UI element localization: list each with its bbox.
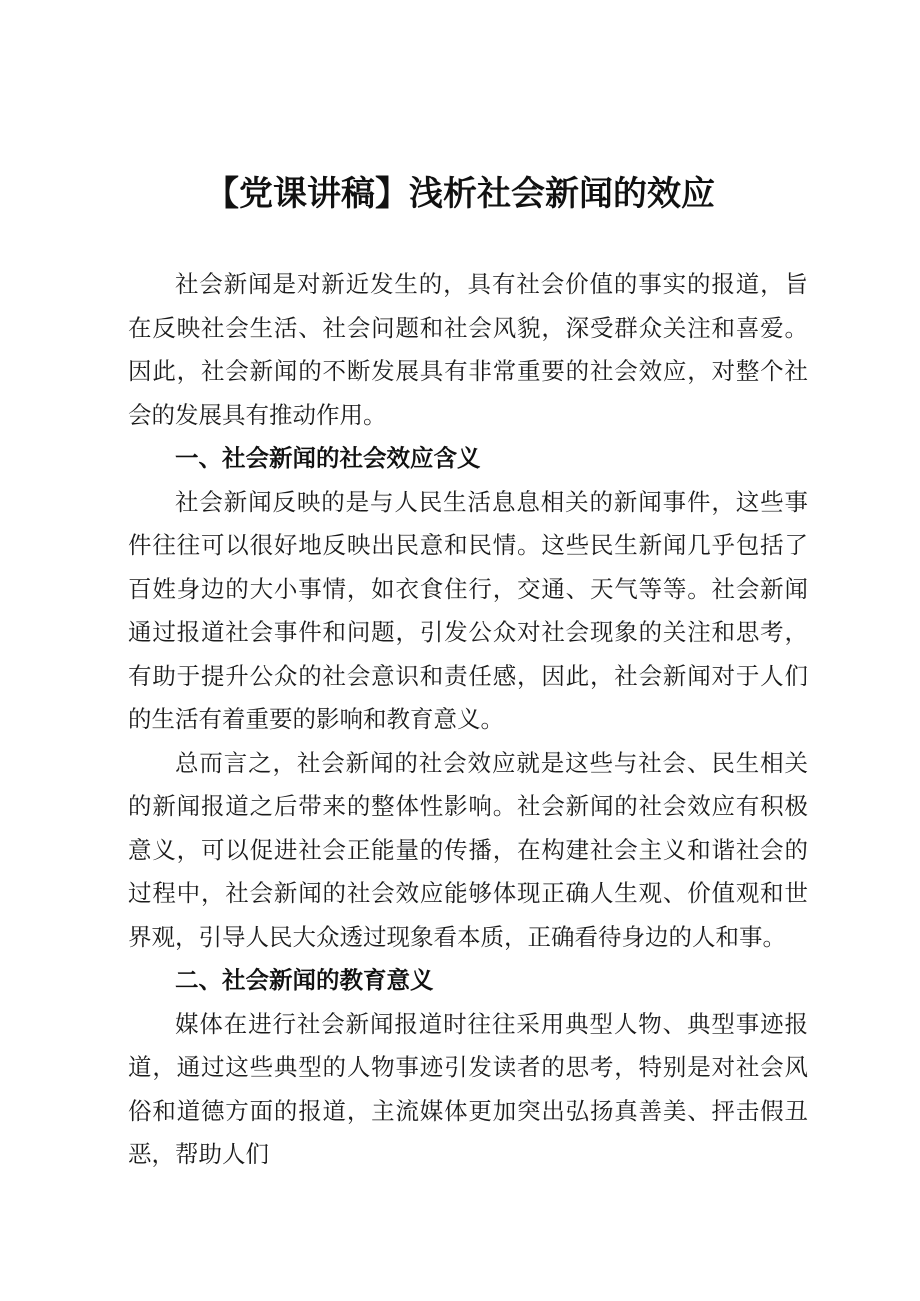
document-title: 【党课讲稿】浅析社会新闻的效应 [205,174,715,214]
document-body [128,263,808,1177]
paragraph-section1-a: 社会新闻反映的是与人民生活息息相关的新闻事件，这些事件往往可以很好地反映出民意和民情。这些民生新闻几乎包括了百姓身边的大小事情，如衣食住行，交通、天气等等。社会新闻通过报道社会事件和问题，引发公众对社会现象的关注和思考，有助于提升公众的社会意识和责任感，因此，社会新闻对于人们的生活有着重要的影响和教育意义。 [128,487,808,733]
paragraph-section1-b: 总而言之，社会新闻的社会效应就是这些与社会、民生相关的新闻报道之后带来的整体性影响。社会新闻的社会效应有积极意义，可以促进社会正能量的传播，在构建社会主义和谐社会的过程中，社会新闻的社会效应能够体现正确人生观、价值观和世界观，引导人民大众透过现象看本质，正确看待身边的人和事。 [128,748,808,951]
section-heading-2: 二、社会新闻的教育意义 [175,966,434,994]
paragraph-section2-a: 媒体在进行社会新闻报道时往往采用典型人物、典型事迹报道，通过这些典型的人物事迹引发读者的思考，特别是对社会风俗和道德方面的报道，主流媒体更加突出弘扬真善美、抨击假丑恶，帮助人们 [128,1009,808,1168]
paragraph-intro: 社会新闻是对新近发生的，具有社会价值的事实的报道，旨在反映社会生活、社会问题和社会风貌，深受群众关注和喜爱。因此，社会新闻的不断发展具有非常重要的社会效应，对整个社会的发展具有推动作用。 [128,270,808,429]
section-heading-1: 一、社会新闻的社会效应含义 [175,444,481,472]
